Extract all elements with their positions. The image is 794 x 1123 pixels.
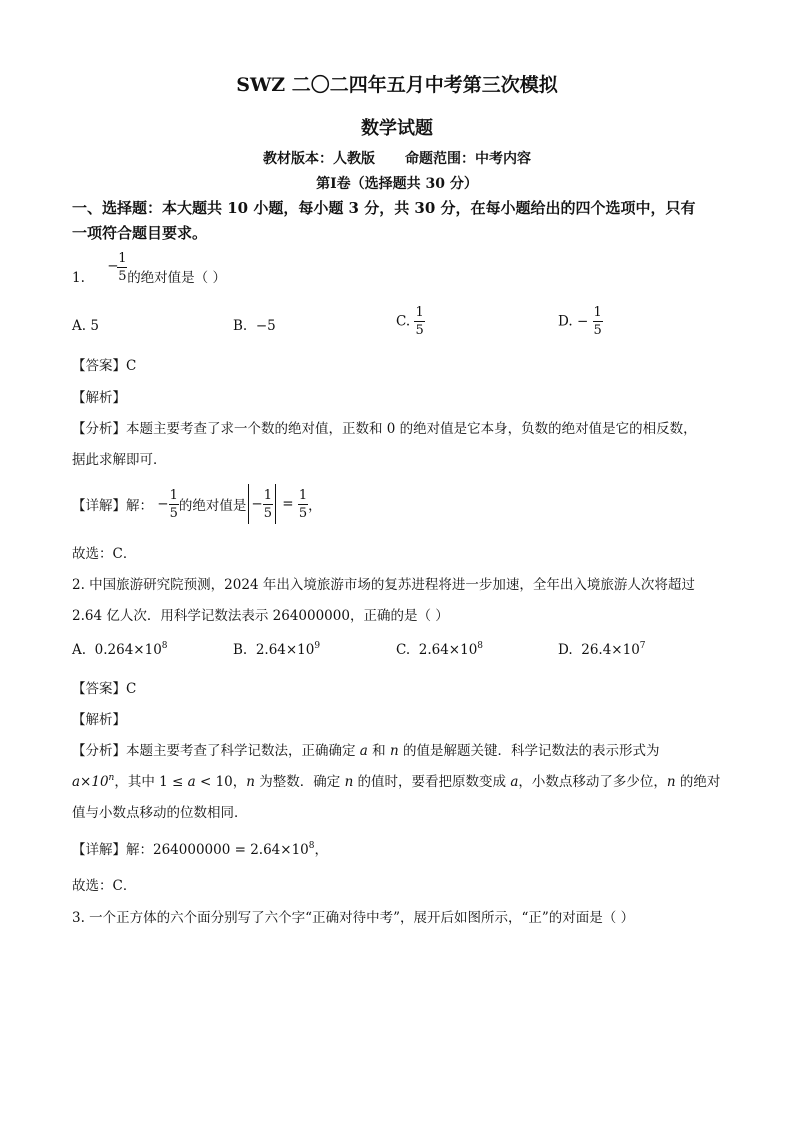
q1-option-c[interactable]: [396, 306, 425, 337]
q2-stem-line2: 2.64 亿人次．用科学记数法表示 264000000，正确的是（ ）: [72, 608, 449, 624]
section-heading-line1: 一、选择题：本大题共 10 小题，每小题 3 分，共 30 分，在每小题给出的四个选项中，只有: [72, 199, 696, 217]
q2-var-a: a: [359, 743, 368, 759]
q2-option-c-base: 2.64×10: [418, 642, 478, 658]
q2-option-c[interactable]: [396, 641, 483, 658]
q1-detail-prefix: 解：: [126, 498, 153, 514]
q1-frac-den: 5: [118, 269, 127, 284]
q1-option-d-label: D.: [558, 313, 573, 330]
q1-answer-tag: 【答案】: [72, 358, 126, 374]
q2-var-a-2: a: [187, 774, 196, 790]
q1-detail-mid: 的绝对值是: [178, 498, 247, 514]
q2-var-n-3: n: [344, 774, 354, 790]
q1-option-d-minus: −: [576, 313, 589, 330]
q2-var-a-3: a: [510, 774, 519, 790]
q1-number: 1.: [72, 270, 85, 286]
q2-var-n-2: n: [246, 774, 255, 790]
q2-option-b-exp: 9: [314, 641, 321, 651]
q2-option-b-base: 2.64×10: [255, 642, 315, 658]
q2-fenxi-2d: 的值时，要看把原数变成: [353, 774, 511, 790]
q1-answer: [72, 354, 136, 374]
q2-fenxi-2f: 的绝对: [675, 774, 721, 790]
q2-answer-tag: 【答案】: [72, 681, 126, 697]
q2-option-c-exp: 8: [477, 641, 484, 651]
abs-bar-left: [248, 484, 249, 524]
q1-fenxi-text1: 本题主要考查了求一个数的绝对值，正数和 0 的绝对值是它本身，负数的绝对值是它的相反数，: [126, 421, 697, 437]
q1-frac-num: 1: [118, 251, 127, 266]
q2-fenxi-1c: 的值是解题关键．科学记数法的表示形式为: [398, 743, 660, 759]
q2-fenxi-line3: 值与小数点移动的位数相同．: [72, 805, 248, 821]
q2-fenxi-1a: 本题主要考查了科学记数法，正确确定: [126, 743, 360, 759]
q2-fenxi-2e: ，小数点移动了多少位，: [518, 774, 667, 790]
q1-fenxi-line2: 据此求解即可．: [72, 452, 167, 468]
q2-option-b-label: B.: [233, 642, 248, 658]
q1-choose: 故选：C．: [72, 546, 137, 562]
q1-detail-res-den: 5: [298, 505, 308, 521]
page-subtitle: 数学试题: [361, 118, 433, 139]
q1-option-a-value: 5: [90, 318, 99, 334]
q2-fenxi-2c: 为整数．确定: [254, 774, 345, 790]
q2-answer: [72, 677, 136, 697]
q1-detail-inner-fraction: [263, 489, 273, 520]
q2-fenxi-line2: [72, 770, 720, 790]
q1-analysis-tag: 【解析】: [72, 390, 126, 406]
q2-detail-text: 解：264000000 = 2.64×10: [126, 842, 309, 858]
q1-option-b-value: −5: [255, 318, 276, 334]
q2-fenxi-line1: [72, 739, 659, 759]
q2-option-c-label: C.: [396, 642, 411, 658]
q1-option-c-num: 1: [415, 305, 424, 320]
q2-option-d-label: D.: [558, 642, 573, 658]
q1-detail-result-fraction: [298, 489, 308, 520]
q2-option-a[interactable]: [72, 641, 168, 658]
abs-bar-right: [275, 484, 276, 524]
q2-var-n-4: n: [666, 774, 676, 790]
q1-option-a-label: A.: [72, 318, 87, 334]
scope-text: 命题范围：中考内容: [405, 151, 531, 167]
q2-detail-tag: 【详解】: [72, 842, 126, 858]
q2-fenxi-1b: 和: [367, 743, 390, 759]
q2-option-d-base: 26.4×10: [581, 642, 640, 658]
q1-option-a[interactable]: [72, 318, 99, 334]
q1-option-d-den: 5: [593, 323, 602, 338]
q1-detail-eq: =: [282, 496, 294, 512]
q1-detail-res-num: 1: [298, 487, 308, 503]
exam-info: [0, 148, 794, 168]
q1-fraction: [117, 252, 127, 283]
q2-fenxi-2a: ，其中 1 ≤: [114, 774, 188, 790]
q1-detail-tag: 【详解】: [72, 498, 126, 514]
q1-fenxi-tag: 【分析】: [72, 421, 126, 437]
q1-detail-end: ，: [308, 498, 322, 514]
volume-heading: 第Ⅰ卷（选择题共 30 分）: [316, 176, 478, 192]
q1-answer-value: C: [126, 358, 137, 374]
q2-detail: [72, 838, 328, 858]
q1-option-b-label: B.: [233, 318, 248, 334]
page-title: SWZ 二〇二四年五月中考第三次模拟: [236, 74, 558, 96]
q2-option-d[interactable]: [558, 641, 646, 658]
q2-analysis-tag: 【解析】: [72, 712, 126, 728]
q2-answer-value: C: [126, 681, 137, 697]
q1-stem: [72, 252, 226, 292]
q1-detail-inner-den: 5: [263, 505, 272, 521]
q2-choose: 故选：C．: [72, 878, 137, 894]
q1-detail-minus: −: [157, 496, 169, 512]
edition-text: 教材版本：人教版: [263, 151, 375, 167]
q2-detail-exp: 8: [308, 841, 315, 851]
q1-option-c-label: C.: [396, 313, 411, 330]
q2-fenxi-tag: 【分析】: [72, 743, 126, 759]
q2-form-base: a×10: [72, 774, 109, 790]
q1-option-c-den: 5: [415, 323, 424, 338]
section-heading-line2: 一项符合题目要求。: [72, 224, 208, 242]
q2-stem-line1: 2. 中国旅游研究院预测，2024 年出入境旅游市场的复苏进程将进一步加速，全年出入境旅游人次将超过: [72, 577, 695, 593]
q1-detail-inner-num: 1: [263, 487, 272, 503]
q1-detail-den: 5: [169, 505, 178, 521]
q1-stem-tail: 的绝对值是（ ）: [127, 270, 226, 286]
q1-option-b[interactable]: [233, 318, 276, 334]
q1-detail: [72, 484, 322, 524]
q1-fenxi-line1: [72, 417, 697, 437]
q1-minus: −: [107, 258, 119, 274]
q1-option-d[interactable]: [558, 306, 603, 337]
q2-var-n: n: [389, 743, 399, 759]
q1-option-d-num: 1: [593, 305, 602, 320]
q2-option-d-exp: 7: [639, 641, 646, 651]
q2-option-b[interactable]: [233, 641, 320, 658]
q2-option-a-label: A.: [72, 642, 87, 658]
q2-fenxi-2b: < 10，: [195, 774, 247, 790]
q1-option-c-fraction: [414, 306, 424, 337]
q3-stem: 3. 一个正方体的六个面分别写了六个字“正确对待中考”，展开后如图所示，“正”的对面是（ ）: [72, 910, 635, 926]
q2-option-a-exp: 8: [161, 641, 168, 651]
q1-detail-inner-minus: −: [251, 496, 263, 512]
q1-detail-fraction: [169, 489, 179, 520]
q2-option-a-base: 0.264×10: [94, 642, 162, 658]
q1-option-d-fraction: [593, 306, 603, 337]
q2-detail-end: ，: [314, 842, 328, 858]
q1-detail-num: 1: [169, 487, 178, 503]
q2-form-exp: n: [108, 773, 115, 783]
